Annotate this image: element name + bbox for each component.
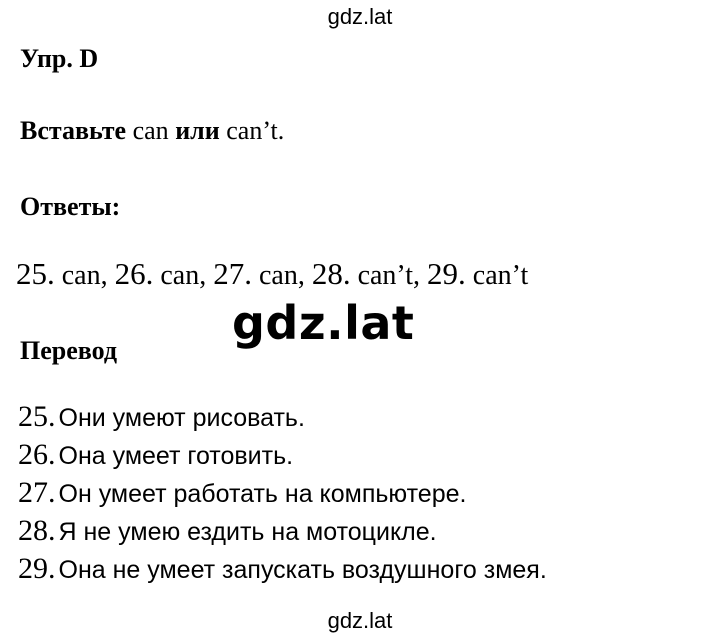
translation-text: Она не умеет запускать воздушного змея. — [58, 556, 547, 584]
translation-number: 26. — [18, 438, 56, 471]
instruction-word-cant: can’t. — [226, 116, 285, 145]
translation-heading: Перевод — [20, 336, 118, 365]
instruction-word-or: или — [175, 116, 220, 145]
translation-text: Она умеет готовить. — [58, 442, 294, 470]
translation-number: 25. — [18, 400, 56, 433]
translation-item — [18, 474, 547, 512]
answer-number: 27. — [213, 256, 252, 291]
translation-number: 28. — [18, 514, 56, 547]
watermark-center: gdz.lat — [232, 296, 415, 350]
instruction-prefix: Вставьте — [20, 116, 127, 145]
translation-item — [18, 398, 547, 436]
translation-text: Они умеют рисовать. — [58, 404, 305, 432]
answers-heading: Ответы: — [20, 192, 121, 221]
answers-line — [16, 256, 528, 292]
translation-item — [18, 512, 547, 550]
instruction-word-can: can — [132, 116, 169, 145]
translation-text: Я не умею ездить на мотоцикле. — [58, 518, 437, 546]
translation-item — [18, 550, 547, 588]
translation-text: Он умеет работать на компьютере. — [58, 480, 467, 508]
exercise-title: Упр. D — [20, 44, 99, 73]
answer-number: 28. — [311, 256, 351, 291]
answer-number: 25. — [16, 256, 55, 291]
watermark-bottom: gdz.lat — [327, 608, 393, 633]
translation-number: 29. — [18, 552, 56, 585]
exercise-instruction — [20, 116, 284, 146]
answer-text: can, — [61, 260, 108, 291]
watermark-top: gdz.lat — [327, 4, 393, 29]
answer-number: 26. — [114, 256, 154, 291]
translation-number: 27. — [18, 476, 56, 509]
answer-text: can, — [258, 260, 305, 291]
answer-text: can’t — [472, 260, 529, 291]
translation-list — [18, 398, 547, 588]
translation-item — [18, 436, 547, 474]
answer-text: can, — [160, 260, 207, 291]
answer-number: 29. — [427, 256, 466, 291]
answer-text: can’t, — [357, 260, 421, 291]
